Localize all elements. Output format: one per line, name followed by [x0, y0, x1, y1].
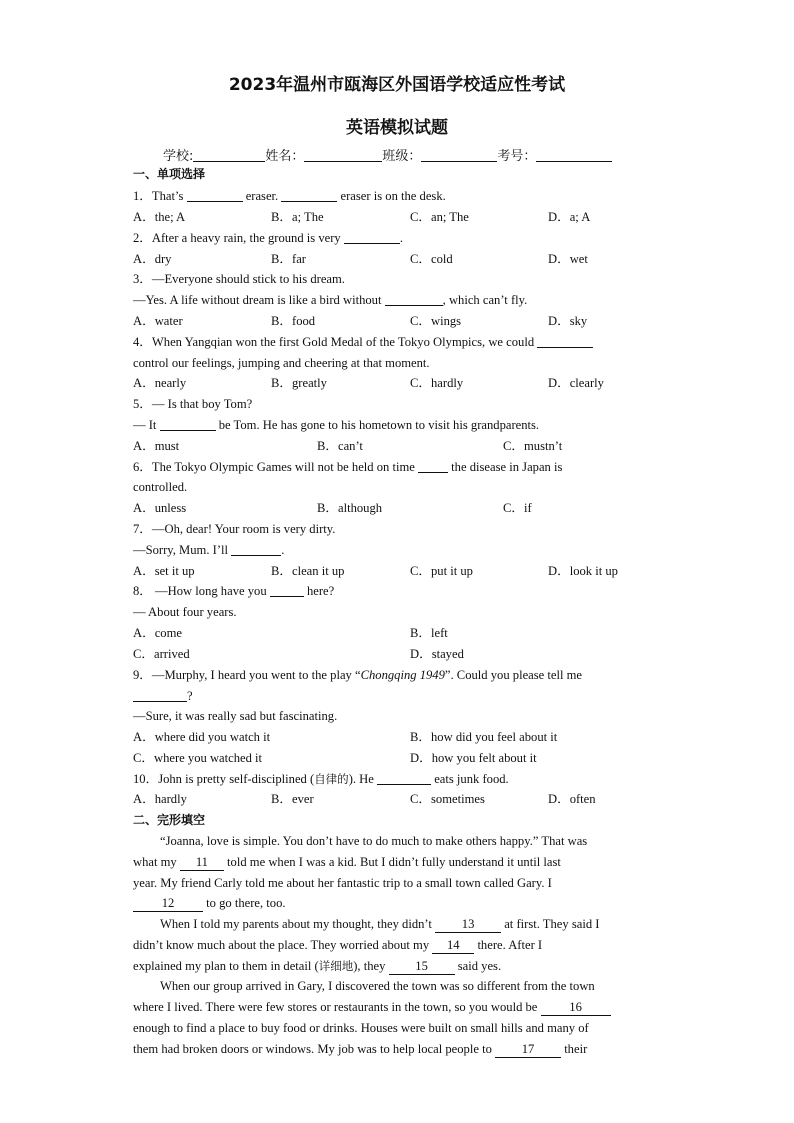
question-6-line-1 [133, 459, 562, 475]
q1-blank-2[interactable] [281, 189, 337, 202]
q3-option-c[interactable]: C．wings [410, 314, 462, 328]
q4-option-c[interactable]: C．hardly [410, 376, 464, 390]
question-2 [133, 230, 403, 246]
q5-blank[interactable] [160, 418, 216, 431]
q10-option-c[interactable]: C．sometimes [410, 792, 485, 806]
q6-blank[interactable] [418, 460, 448, 473]
q6-text-b: the disease in Japan is [451, 460, 563, 474]
question-1 [133, 188, 446, 204]
q7-option-b[interactable]: B．clean it up [271, 564, 345, 578]
q5-text-a: — It [133, 418, 157, 432]
question-7-line-2 [133, 542, 284, 558]
q2-option-b[interactable]: B．far [271, 252, 306, 266]
question-4-line-1 [133, 334, 593, 350]
q4-text-a: 4．When Yangqian won the first Gold Medal of the Tokyo Olympics, we could [133, 335, 535, 349]
exam-no-field[interactable] [536, 148, 612, 162]
q3-option-a[interactable]: A．water [133, 314, 183, 328]
blank-16[interactable]: 16 [541, 999, 611, 1016]
cloze-p2-line-3 [133, 958, 501, 975]
cloze-p3-line-4 [133, 1041, 587, 1058]
q6-option-a[interactable]: A．unless [133, 501, 187, 515]
class-field[interactable] [421, 148, 497, 162]
p2-text-a: When I told my parents about my thought, they didn’t [160, 917, 432, 931]
q9-text-c: ? [187, 689, 193, 703]
q10-option-d[interactable]: D．often [548, 792, 596, 806]
question-4-line-2: control our feelings, jumping and cheering at that moment. [133, 356, 430, 370]
p1-text-a: what my [133, 855, 177, 869]
q4-option-b[interactable]: B．greatly [271, 376, 327, 390]
exam-no-label: 考号： [497, 149, 537, 164]
q1-blank-1[interactable] [187, 189, 243, 202]
q8-option-b[interactable]: B．left [410, 626, 448, 640]
q7-text-b: . [281, 543, 285, 557]
q1-option-a[interactable]: A．the; A [133, 210, 186, 224]
q2-option-a[interactable]: A．dry [133, 252, 172, 266]
q9-option-a[interactable]: A．where did you watch it [133, 730, 271, 744]
q8-option-d[interactable]: D．stayed [410, 647, 464, 661]
q7-option-c[interactable]: C．put it up [410, 564, 473, 578]
q4-blank[interactable] [537, 335, 593, 348]
q9-option-d[interactable]: D．how you felt about it [410, 751, 537, 765]
cloze-p3-line-3: enough to find a place to buy food or drinks. Houses were built on small hills and many of [133, 1021, 589, 1035]
q5-option-b[interactable]: B．can’t [317, 439, 363, 453]
question-6-line-2: controlled. [133, 480, 188, 494]
question-9-line-1 [133, 667, 582, 683]
p2-text-c: didn’t know much about the place. They worried about my [133, 938, 430, 952]
q10-blank[interactable] [377, 772, 431, 785]
p2-text-d: there. After I [477, 938, 543, 952]
q2-option-c[interactable]: C．cold [410, 252, 453, 266]
question-3-line-2 [133, 292, 527, 308]
school-label: 学校: [163, 149, 194, 164]
q5-text-b: be Tom. He has gone to his hometown to visit his grandparents. [218, 418, 540, 432]
question-7-line-1: 7．—Oh, dear! Your room is very dirty. [133, 522, 336, 536]
q7-blank[interactable] [231, 543, 281, 556]
q9-option-b[interactable]: B．how did you feel about it [410, 730, 558, 744]
exam-title: 2023年温州市瓯海区外国语学校适应性考试 [228, 75, 566, 95]
question-5-line-1: 5．— Is that boy Tom? [133, 397, 253, 411]
q9-option-c[interactable]: C．where you watched it [133, 751, 263, 765]
q1-option-c[interactable]: C．an; The [410, 210, 469, 224]
q1-option-b[interactable]: B．a; The [271, 210, 324, 224]
p3-text-c: their [564, 1042, 588, 1056]
cloze-p3-line-1: When our group arrived in Gary, I discovered the town was so different from the town [160, 979, 595, 993]
q8-text-b: here? [306, 584, 335, 598]
q1-text-a: 1．That’s [133, 189, 184, 203]
q1-option-d[interactable]: D．a; A [548, 210, 591, 224]
q6-option-c[interactable]: C．if [503, 501, 532, 515]
school-field[interactable] [193, 148, 265, 162]
q1-text-b: eraser. [245, 189, 279, 203]
q8-option-a[interactable]: A．come [133, 626, 182, 640]
q6-text-a: 6．The Tokyo Olympic Games will not be held on time [133, 460, 415, 474]
q10-text-c: eats junk food. [434, 772, 509, 786]
p2-text-e: explained my plan to them in detail ( [133, 959, 319, 973]
question-3-line-1: 3．—Everyone should stick to his dream. [133, 272, 345, 286]
blank-14[interactable]: 14 [432, 937, 474, 954]
blank-12[interactable]: 12 [133, 895, 203, 912]
name-label: 姓名： [265, 149, 305, 164]
class-label: 班级： [382, 149, 422, 164]
q4-option-a[interactable]: A．nearly [133, 376, 187, 390]
student-info-line [163, 145, 612, 164]
q7-option-d[interactable]: D．look it up [548, 564, 618, 578]
q1-text-c: eraser is on the desk. [340, 189, 446, 203]
q7-text-a: —Sorry, Mum. I’ll [133, 543, 229, 557]
q3-text-a: —Yes. A life without dream is like a bird without [133, 293, 382, 307]
q3-option-b[interactable]: B．food [271, 314, 316, 328]
q7-option-a[interactable]: A．set it up [133, 564, 195, 578]
q10-option-b[interactable]: B．ever [271, 792, 314, 806]
question-9-line-3: —Sure, it was really sad but fascinating. [133, 709, 338, 723]
p2-chinese-gloss: 详细地 [318, 959, 354, 973]
name-field[interactable] [304, 148, 382, 162]
q8-blank[interactable] [270, 584, 304, 597]
question-8-line-1 [133, 583, 334, 599]
q2-option-d[interactable]: D．wet [548, 252, 588, 266]
q10-chinese-gloss: 自律的 [314, 772, 349, 786]
q9-text-a: 9．—Murphy, I heard you went to the play “ [133, 668, 361, 682]
cloze-p2-line-2 [133, 937, 542, 954]
q6-option-b[interactable]: B．although [317, 501, 383, 515]
blank-13[interactable]: 13 [435, 916, 501, 933]
p3-text-a: where I lived. There were few stores or restaurants in the town, so you would be [133, 1000, 538, 1014]
cloze-p1-line-4 [133, 895, 286, 912]
blank-15[interactable]: 15 [389, 958, 455, 975]
q2-text-b: . [399, 231, 404, 245]
section-heading-choice: 一、单项选择 [133, 167, 206, 181]
q5-option-c[interactable]: C．mustn’t [503, 439, 563, 453]
q4-option-d[interactable]: D．clearly [548, 376, 604, 390]
q5-option-a[interactable]: A．must [133, 439, 180, 453]
q2-blank[interactable] [344, 231, 400, 244]
q9-text-b: ”. Could you please tell me [444, 668, 583, 682]
q3-text-b: , which can’t fly. [442, 293, 528, 307]
q10-text-a: 10．John is pretty self-disciplined ( [133, 772, 315, 786]
q8-text-a: 8． —How long have you [133, 584, 267, 598]
section-heading-cloze: 二、完形填空 [133, 813, 206, 827]
exam-subtitle: 英语模拟试题 [346, 118, 448, 138]
cloze-p1-line-3: year. My friend Carly told me about her fantastic trip to a small town called Gary. I [133, 876, 552, 890]
question-8-line-2: — About four years. [133, 605, 237, 619]
question-5-line-2 [133, 417, 539, 433]
cloze-p1-line-1: “Joanna, love is simple. You don’t have to do much to make others happy.” That was [160, 834, 588, 848]
q9-blank[interactable] [133, 689, 187, 702]
p1-text-b: told me when I was a kid. But I didn’t fully understand it until last [227, 855, 561, 869]
cloze-p3-line-2 [133, 999, 611, 1016]
cloze-p2-line-1 [160, 916, 599, 933]
blank-11[interactable]: 11 [180, 854, 224, 871]
q10-option-a[interactable]: A．hardly [133, 792, 187, 806]
q3-option-d[interactable]: D．sky [548, 314, 588, 328]
cloze-p1-line-2 [133, 854, 561, 871]
q10-text-b: ). He [348, 772, 374, 786]
p2-text-f: ), they [353, 959, 386, 973]
p2-text-g: said yes. [457, 959, 502, 973]
q8-option-c[interactable]: C．arrived [133, 647, 190, 661]
p1-text-c: to go there, too. [206, 896, 286, 910]
question-9-line-2 [133, 688, 193, 704]
q3-blank[interactable] [385, 293, 443, 306]
question-10 [133, 771, 509, 787]
q9-play-title: Chongqing 1949 [360, 668, 445, 682]
q2-text-a: 2．After a heavy rain, the ground is very [133, 231, 341, 245]
p3-text-b: them had broken doors or windows. My job was to help local people to [133, 1042, 492, 1056]
p2-text-b: at first. They said I [504, 917, 600, 931]
blank-17[interactable]: 17 [495, 1041, 561, 1058]
